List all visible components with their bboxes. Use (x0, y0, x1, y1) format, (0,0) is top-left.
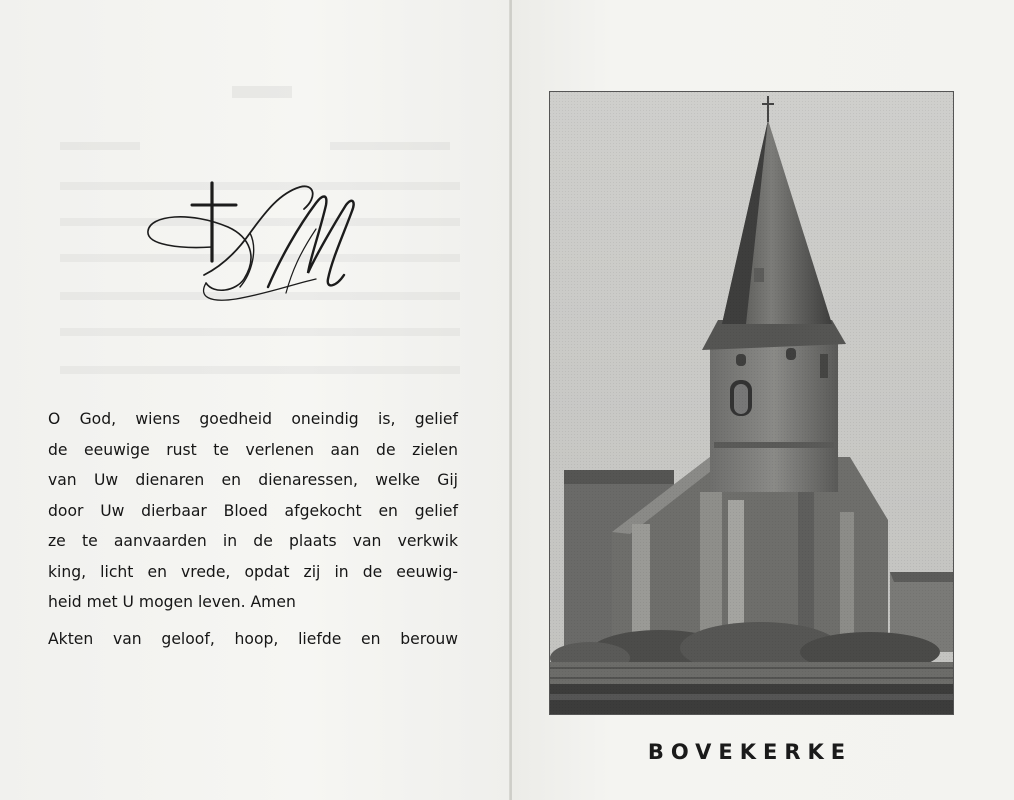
prayer-line: van Uw dienaren en dienaressen, welke Gij (48, 471, 458, 489)
prayer-line: O God, wiens goedheid oneindig is, gelief (48, 410, 458, 428)
cross-and-m-monogram-icon (140, 175, 360, 305)
acts-text: Akten van geloof, hoop, liefde en berouw (48, 630, 458, 648)
prayer-line: heid met U mogen leven. Amen (48, 593, 296, 611)
prayer-text (48, 404, 458, 618)
prayer-line: de eeuwige rust te verlenen aan de zielen (48, 440, 458, 459)
place-caption: BOVEKERKE (647, 740, 853, 764)
prayer-line: king, licht en vrede, opdat zij in de eeuwig- (48, 562, 458, 581)
church-illustration (550, 92, 953, 714)
church-photo (549, 91, 954, 715)
prayer-line: ze te aanvaarden in de plaats van verkwik (48, 532, 458, 550)
prayer-line: door Uw dierbaar Bloed afgekocht en gelief (48, 501, 458, 520)
